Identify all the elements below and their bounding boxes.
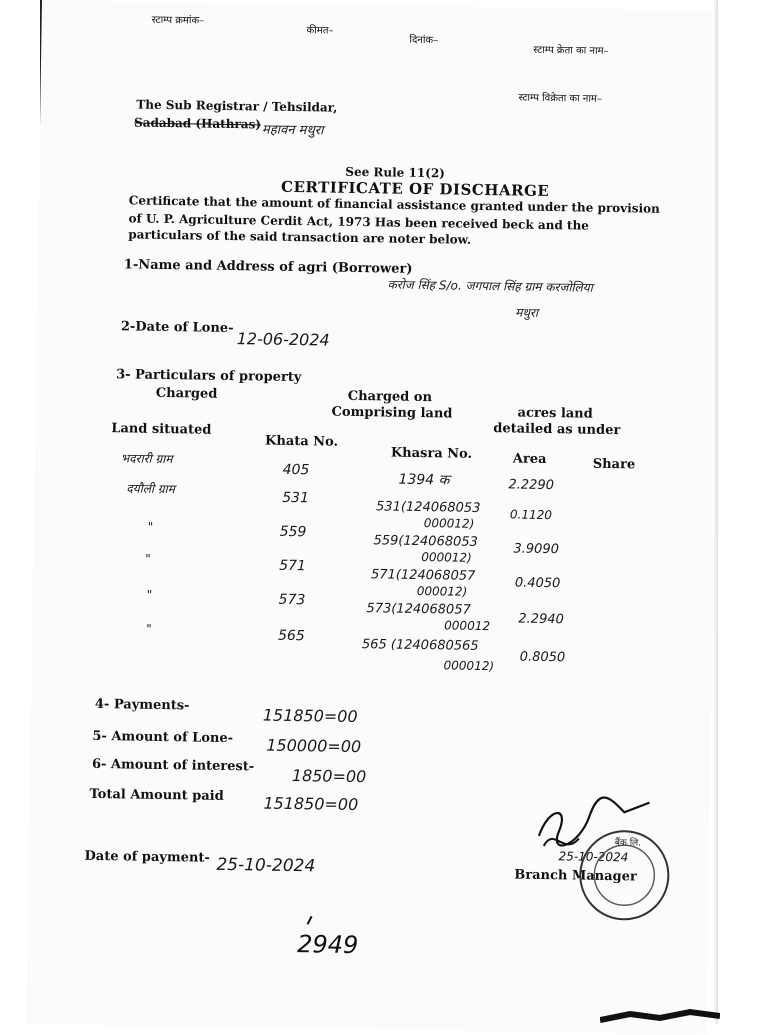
row-land: भदरारी ग्राम: [120, 451, 173, 467]
row-area: 0.8050: [519, 649, 566, 666]
row-khasra-cont: 000012): [423, 516, 475, 531]
borrower-label: 1-Name and Address of agri (Borrower): [123, 257, 413, 277]
addressee-line2: Sadabad (Hathras): [133, 115, 262, 132]
row-land: ": [146, 587, 153, 602]
loan-date-value: 12-06-2024: [236, 329, 330, 350]
row-land: ": [147, 519, 154, 534]
stamp-number-label: स्टाम्प क्रमांक–: [151, 14, 205, 27]
total-paid-value: 151850=00: [263, 793, 359, 815]
payment-date-label: Date of payment-: [84, 848, 210, 866]
intro-line2: of U. P. Agriculture Cerdit Act, 1973 Has been received beck and the: [128, 211, 589, 233]
bottom-handwritten-mark: [293, 910, 384, 961]
total-paid-label: Total Amount paid: [89, 786, 224, 804]
row-land: दयौली ग्राम: [126, 481, 176, 497]
col-share: Share: [592, 456, 636, 473]
row-khasra-cont: 000012: [444, 618, 491, 634]
loan-amount-value: 150000=00: [266, 735, 362, 757]
row-khasra: 1394 क: [398, 471, 450, 489]
charged-on-line2: Comprising land: [331, 404, 453, 422]
borrower-value-line2: मथुरा: [515, 305, 539, 320]
col-khata-no: Khata No.: [264, 433, 339, 450]
stamp-seller-label: स्टाम्प विक्रेता का नाम–: [518, 92, 603, 105]
acres-line1: acres land: [517, 405, 593, 422]
stamp-buyer-label: स्टाम्प क्रेता का नाम–: [533, 44, 609, 57]
certificate-title: CERTIFICATE OF DISCHARGE: [280, 177, 550, 200]
col-land-situated: Land situated: [111, 421, 212, 438]
col-area: Area: [512, 451, 547, 467]
loan-amount-label: 5- Amount of Lone-: [92, 728, 234, 747]
row-land: ": [145, 551, 151, 566]
intro-line3: particulars of the said transaction are noter below.: [128, 227, 472, 247]
row-khasra: 565 (1240680565: [361, 637, 479, 654]
bank-seal-stamp: [576, 827, 673, 924]
row-area: 3.9090: [513, 541, 560, 558]
stamp-price-label: कीमत–: [306, 25, 334, 37]
row-khasra-cont: 000012): [416, 583, 468, 599]
row-khata: 571: [279, 557, 306, 575]
branch-manager-label: Branch Manager: [514, 867, 637, 885]
payments-label: 4- Payments-: [94, 696, 190, 714]
row-area: 0.4050: [514, 575, 561, 592]
document-page: [26, 0, 722, 1035]
addressee-handwritten: महावन मथुरा: [261, 122, 324, 139]
acres-line2: detailed as under: [493, 421, 621, 439]
row-khata: 559: [279, 523, 307, 541]
row-khasra-cont: 000012): [443, 658, 495, 674]
rule-reference: See Rule 11(2): [345, 164, 446, 181]
scan-right-border: [718, 0, 768, 1024]
row-khata: 531: [282, 489, 310, 507]
payment-date-value: 25-10-2024: [216, 854, 316, 877]
row-khata: 573: [278, 591, 306, 609]
row-land: ": [146, 621, 152, 636]
col-khasra-no: Khasra No.: [390, 445, 473, 462]
loan-date-label: 2-Date of Lone-: [120, 319, 234, 337]
row-khasra: 531(124068053: [375, 499, 481, 516]
intro-line1: Certificate that the amount of financial assistance granted under the provision: [128, 193, 660, 216]
interest-label: 6- Amount of interest-: [91, 756, 255, 775]
row-khata: 565: [277, 627, 305, 645]
row-khata: 405: [282, 461, 310, 479]
bottom-mark-text: 2949: [296, 930, 359, 960]
stamp-date-label: दिनांक–: [409, 34, 439, 47]
row-khasra: 559(124068053: [373, 533, 478, 550]
particulars-label-line2: Charged: [155, 385, 218, 402]
interest-value: 1850=00: [291, 766, 367, 787]
row-area: 2.2940: [518, 611, 564, 628]
stamp-text: बैंक लि.: [614, 838, 642, 849]
charged-on-line1: Charged on: [347, 388, 433, 406]
payments-value: 151850=00: [262, 705, 358, 727]
row-khasra: 573(124068057: [366, 601, 471, 618]
row-khasra: 571(124068057: [370, 567, 476, 584]
row-khasra-cont: 000012): [421, 550, 472, 565]
particulars-label-line1: 3- Particulars of property: [116, 367, 302, 386]
signature-date: 25-10-2024: [558, 849, 629, 865]
row-area: 0.1120: [509, 507, 553, 523]
row-area: 2.2290: [508, 477, 555, 494]
borrower-value-line1: करोज सिंह S/o. जगपाल सिंह ग्राम करजोलिया: [387, 277, 593, 295]
bottom-scan-artifact: [600, 1002, 720, 1024]
addressee-line1: The Sub Registrar / Tehsildar,: [136, 97, 338, 115]
